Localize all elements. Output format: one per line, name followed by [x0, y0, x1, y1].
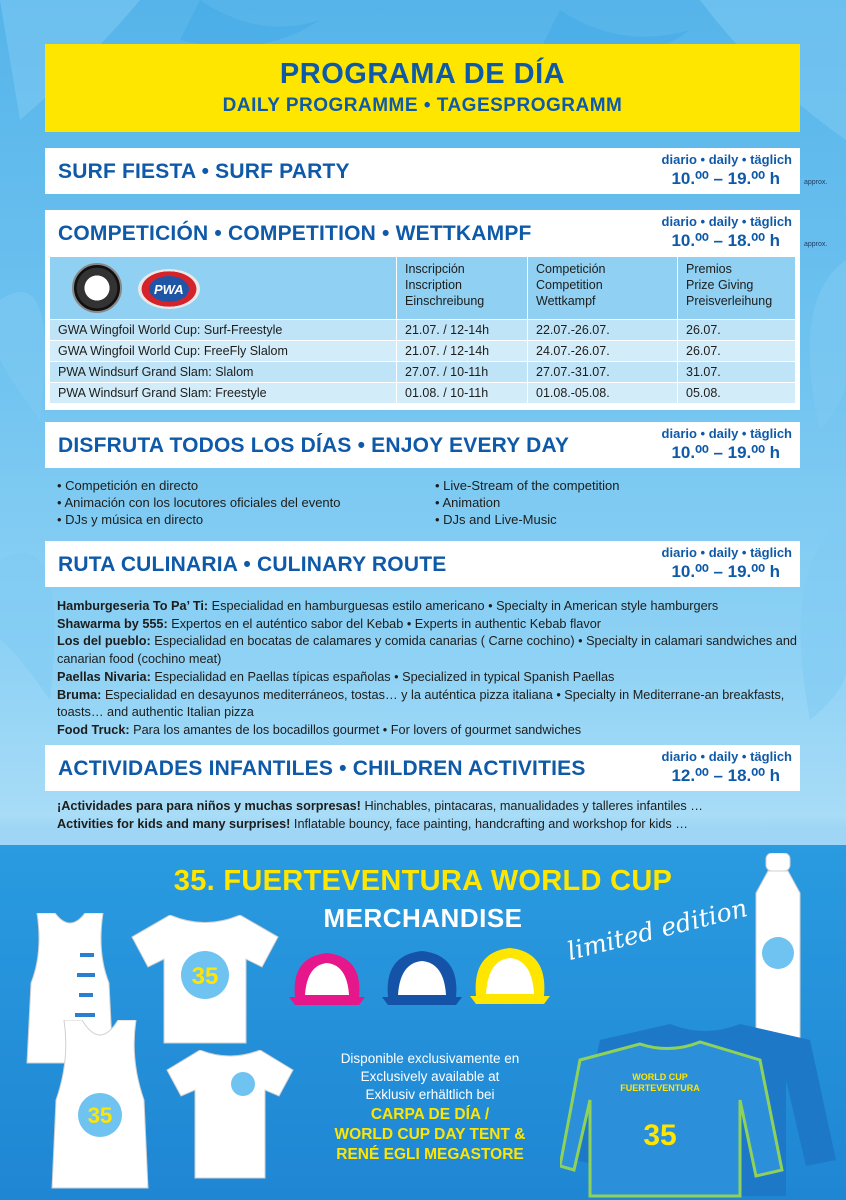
surf-fiesta-days: diario • daily • täglich [661, 152, 792, 167]
table-row [50, 383, 796, 404]
page-title: PROGRAMA DE DÍA [279, 58, 566, 90]
inscription-cell: 21.07. / 12-14h [397, 341, 528, 362]
enjoy-list-es [57, 477, 341, 528]
inscription-cell: 27.07. / 10-11h [397, 362, 528, 383]
merchandise-section [0, 845, 846, 1200]
prize-cell: 26.07. [678, 320, 796, 341]
culinary-section [45, 541, 800, 587]
children-title: ACTIVIDADES INFANTILES • CHILDREN ACTIVITIES [58, 757, 586, 780]
children-line-es: ¡Actividades para para niños y muchas sorpresas! Hinchables, pintacaras, manualidades y talleres infantiles … [57, 799, 703, 813]
children-hours: 12.⁰⁰ – 18.⁰⁰ h [671, 766, 780, 785]
event-cell: PWA Windsurf Grand Slam: Freestyle [50, 383, 397, 404]
pink-cap-image [287, 947, 367, 1007]
svg-text:35: 35 [87, 1103, 113, 1128]
list-item: Bruma: Especialidad en desayunos mediterráneos, tostas… y la auténtica pizza italiana • Specialty in Mediterrane-an breakfasts, toasts… and authentic Italian pizza [57, 687, 785, 720]
competition-schedule [662, 214, 792, 251]
competition-days: diario • daily • täglich [661, 214, 792, 229]
merch-title: 35. FUERTEVENTURA WORLD CUP [173, 865, 673, 897]
list-item: Food Truck: Para los amantes de los bocadillos gourmet • For lovers of gourmet sandwiches [57, 722, 582, 737]
enjoy-list-en [435, 477, 619, 528]
list-item: • DJs and Live-Music [435, 511, 619, 528]
svg-text:FUERTEVENTURA: FUERTEVENTURA [620, 1083, 700, 1093]
children-days: diario • daily • täglich [661, 749, 792, 764]
competition-cell: 01.08.-05.08. [528, 383, 678, 404]
store-locations: CARPA DE DÍA / WORLD CUP DAY TENT & RENÉ EGLI MEGASTORE [334, 1106, 526, 1163]
children-text [57, 798, 807, 833]
culinary-schedule [662, 545, 792, 582]
children-line-en: Activities for kids and many surprises! Inflatable bouncy, face painting, handcrafting and workshop for kids … [57, 816, 688, 831]
surf-fiesta-title: SURF FIESTA • SURF PARTY [58, 160, 350, 183]
header-competition: Competición Competition Wettkampf [528, 257, 678, 320]
water-bottle-image [748, 853, 808, 1043]
page-subtitle: DAILY PROGRAMME • TAGESPROGRAMM [222, 95, 623, 116]
prize-cell: 05.08. [678, 383, 796, 404]
culinary-days: diario • daily • täglich [661, 545, 792, 560]
enjoy-schedule [662, 426, 792, 463]
availability-text: Disponible exclusivamente en Exclusively available at Exklusiv erhältlich bei [340, 1051, 520, 1102]
surf-fiesta-schedule [662, 152, 792, 189]
merch-subtitle: MERCHANDISE [323, 903, 523, 933]
competition-title: COMPETICIÓN • COMPETITION • WETTKAMPF [58, 222, 532, 245]
tank-top-front-image [50, 1020, 150, 1190]
table-row [50, 320, 796, 341]
list-item: • Competición en directo [57, 477, 341, 494]
surf-fiesta-hours: 10.⁰⁰ – 19.⁰⁰ h [671, 169, 780, 188]
table-row [50, 362, 796, 383]
table-row [50, 341, 796, 362]
inscription-cell: 01.08. / 10-11h [397, 383, 528, 404]
culinary-list [57, 598, 807, 740]
list-item: • DJs y música en directo [57, 511, 341, 528]
competition-cell: 24.07.-26.07. [528, 341, 678, 362]
list-item: Los del pueblo: Especialidad en bocatas de calamares y comida canarias ( Carne cochino) • Specialty in calamari sandwiches and canarian food (cochino meat) [57, 634, 797, 667]
header-inscription: Inscripción Inscription Einschreibung [397, 257, 528, 320]
inscription-cell: 21.07. / 12-14h [397, 320, 528, 341]
surf-fiesta-section [45, 148, 800, 194]
enjoy-section [45, 422, 800, 468]
tshirt-small-logo-image [165, 1050, 295, 1180]
list-item: • Live-Stream of the competition [435, 477, 619, 494]
prize-cell: 31.07. [678, 362, 796, 383]
enjoy-title: DISFRUTA TODOS LOS DÍAS • ENJOY EVERY DAY [58, 434, 570, 457]
list-item: • Animación con los locutores oficiales del evento [57, 494, 341, 511]
svg-text:WORLD CUP: WORLD CUP [632, 1072, 688, 1082]
long-sleeve-shirts-image [560, 1020, 840, 1198]
header-prize: Premios Prize Giving Preisverleihung [678, 257, 796, 320]
programme-header [45, 44, 800, 132]
list-item: Paellas Nivaria: Especialidad en Paellas típicas españolas • Specialized in typical Spanish Paellas [57, 669, 615, 684]
list-item: Shawarma by 555: Expertos en el auténtico sabor del Kebab • Experts in authentic Kebab flavor [57, 616, 601, 631]
blue-cap-image [380, 945, 464, 1007]
svg-text:35: 35 [191, 963, 219, 990]
yellow-cap-image [468, 942, 552, 1006]
competition-section [45, 210, 800, 410]
logos-cell [50, 257, 397, 320]
competition-approx: approx. [804, 241, 828, 248]
enjoy-hours: 10.⁰⁰ – 19.⁰⁰ h [671, 443, 780, 462]
surf-fiesta-approx: approx. [804, 179, 828, 186]
enjoy-days: diario • daily • täglich [661, 426, 792, 441]
event-cell: PWA Windsurf Grand Slam: Slalom [50, 362, 397, 383]
children-schedule [662, 749, 792, 786]
prize-cell: 26.07. [678, 341, 796, 362]
competition-hours: 10.⁰⁰ – 18.⁰⁰ h [671, 231, 780, 250]
competition-cell: 22.07.-26.07. [528, 320, 678, 341]
event-cell: GWA Wingfoil World Cup: FreeFly Slalom [50, 341, 397, 362]
event-cell: GWA Wingfoil World Cup: Surf-Freestyle [50, 320, 397, 341]
culinary-hours: 10.⁰⁰ – 19.⁰⁰ h [671, 562, 780, 581]
list-item: Hamburgeseria To Pa’ Ti: Especialidad en hamburguesas estilo americano • Specialty in American style hamburgers [57, 599, 719, 613]
competition-table [49, 256, 796, 404]
limited-edition-label: limited edition [564, 893, 751, 966]
gwa-logo: GWA [72, 263, 122, 313]
table-header-row [50, 257, 796, 320]
culinary-title: RUTA CULINARIA • CULINARY ROUTE [58, 553, 447, 576]
competition-cell: 27.07.-31.07. [528, 362, 678, 383]
svg-text:35: 35 [643, 1119, 677, 1152]
list-item: • Animation [435, 494, 619, 511]
children-section [45, 745, 800, 791]
tshirt-image [130, 915, 280, 1045]
pwa-logo: PWA [138, 269, 200, 309]
